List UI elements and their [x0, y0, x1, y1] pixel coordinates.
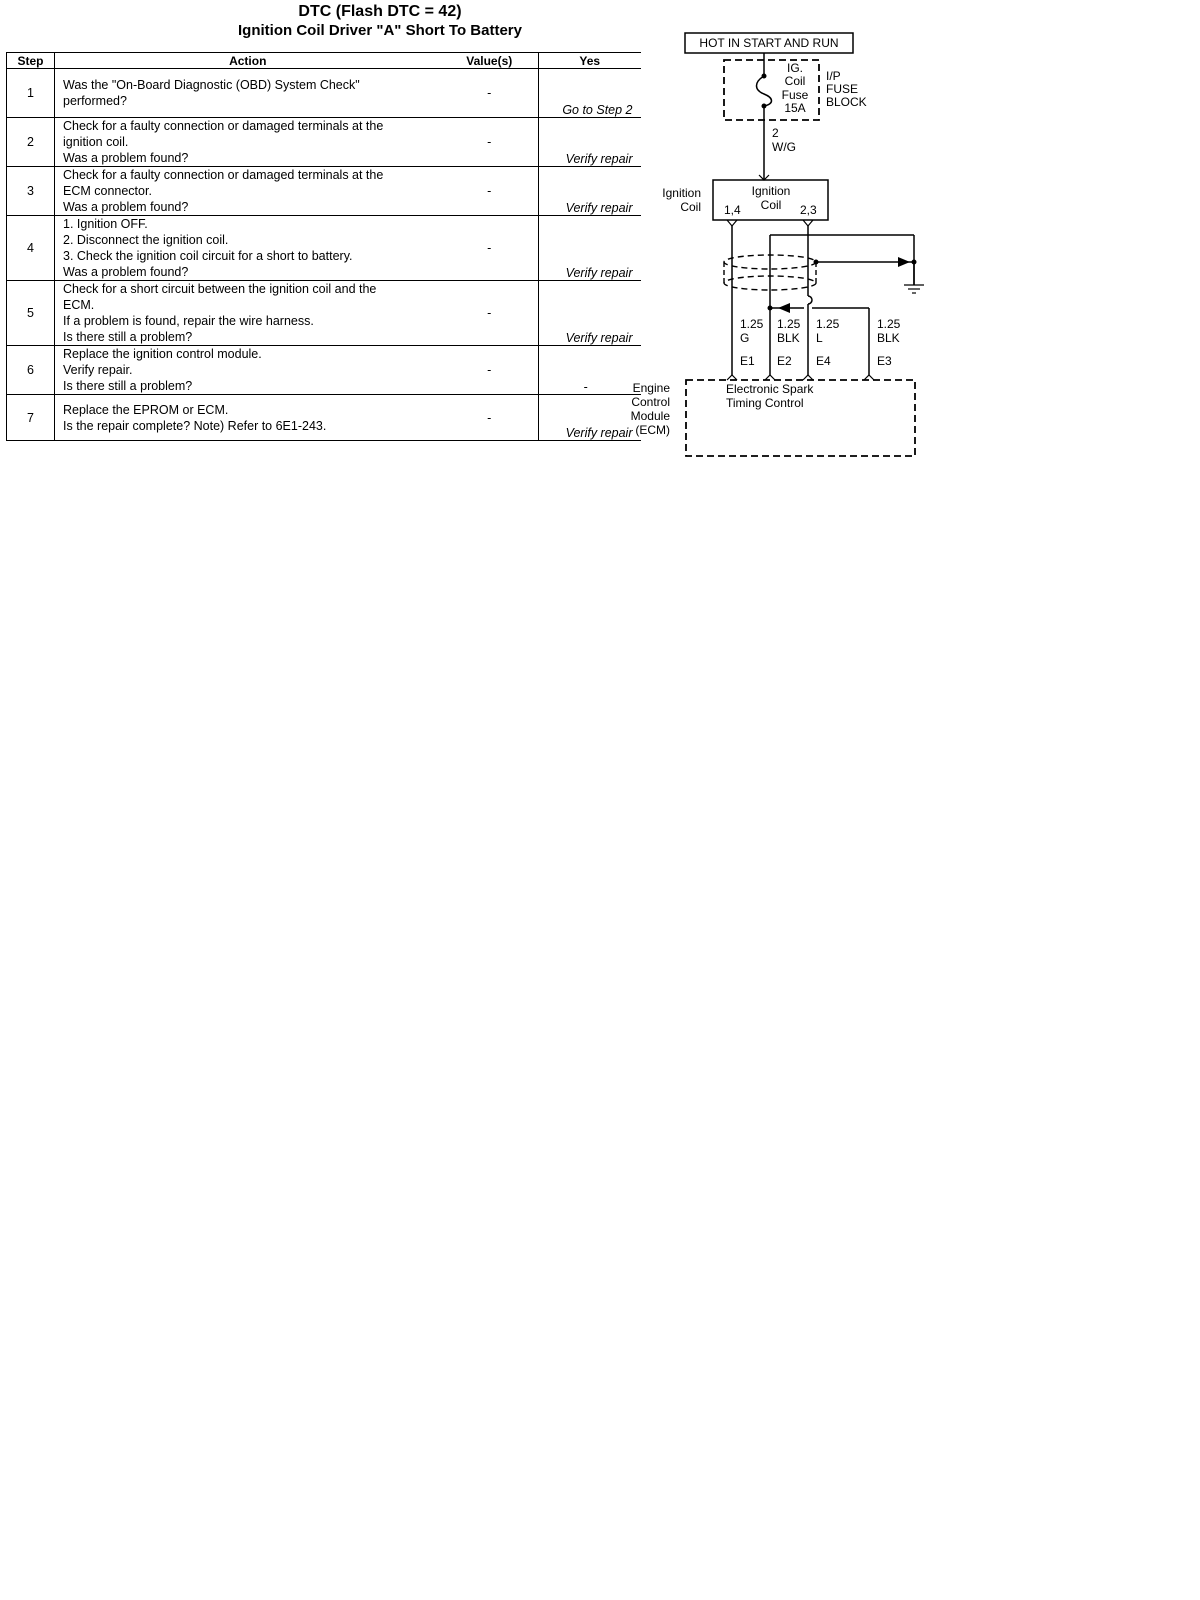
action-line: Was a problem found?	[63, 265, 189, 279]
action-line: Is there still a problem?	[63, 330, 193, 344]
step-number: 7	[7, 395, 55, 441]
table-row	[7, 167, 641, 216]
action-line: Replace the ignition control module.	[63, 347, 262, 361]
pin-e1: E1	[740, 354, 755, 368]
hot-label: HOT IN START AND RUN	[699, 36, 839, 50]
wire-color-e3: BLK	[877, 331, 900, 345]
step-value: -	[441, 346, 539, 395]
table-row	[7, 395, 641, 441]
step-number: 5	[7, 281, 55, 346]
arrow-icon	[898, 257, 910, 267]
wire-top-label-2: W/G	[772, 140, 796, 154]
pin-e3: E3	[877, 354, 892, 368]
coil-side-label-2: Coil	[680, 200, 701, 214]
table-row	[7, 216, 641, 281]
col-action-header: Action	[55, 53, 441, 69]
table-body	[7, 69, 641, 441]
step-action	[55, 69, 441, 118]
action-line: ignition coil.	[63, 135, 129, 149]
fuse-label-1: IG.	[786, 61, 804, 75]
wiring-diagram	[630, 30, 940, 470]
action-line: Check for a short circuit between the ignition coil and the	[63, 282, 377, 296]
table-header-row	[7, 53, 641, 69]
step-yes: -	[539, 346, 641, 395]
step-value: -	[441, 69, 539, 118]
action-line: Check for a faulty connection or damaged terminals at the	[63, 168, 384, 182]
fuse-label-4: 15A	[784, 101, 806, 115]
action-line: 2. Disconnect the ignition coil.	[63, 233, 229, 247]
col-step-header: Step	[7, 53, 55, 69]
action-line: Replace the EPROM or ECM.	[63, 402, 229, 417]
step-action	[55, 346, 441, 395]
diagnostic-table	[6, 52, 641, 441]
action-line: Was a problem found?	[63, 151, 189, 165]
wire-top-label-1: 2	[772, 126, 779, 140]
step-action	[55, 167, 441, 216]
action-line: 1. Ignition OFF.	[63, 217, 148, 231]
table-row	[7, 69, 641, 118]
wire-size-e4: 1.25	[816, 317, 840, 331]
table-row	[7, 118, 641, 167]
step-yes: Verify repair	[539, 281, 641, 346]
fuse-icon	[757, 76, 772, 106]
step-yes: Verify repair	[539, 167, 641, 216]
coil-side-label-1: Ignition	[662, 186, 701, 200]
action-line: performed?	[63, 94, 127, 108]
action-line: ECM connector.	[63, 184, 152, 198]
step-yes: Verify repair	[539, 216, 641, 281]
fuse-block-label-2: FUSE	[826, 82, 859, 96]
step-action	[55, 216, 441, 281]
page-subtitle: Ignition Coil Driver "A" Short To Battery	[238, 22, 522, 39]
coil-box-label-1: Ignition	[751, 184, 791, 198]
ecm-side-label-4: (ECM)	[635, 423, 670, 437]
step-number: 2	[7, 118, 55, 167]
action-line: ECM.	[63, 298, 95, 312]
ecm-side-label-3: Module	[630, 409, 670, 423]
action-line: Was the "On-Board Diagnostic (OBD) System Check"	[63, 78, 360, 92]
step-value: -	[441, 118, 539, 167]
action-line: 3. Check the ignition coil circuit for a short to battery.	[63, 249, 353, 263]
step-value: -	[441, 281, 539, 346]
action-line: If a problem is found, repair the wire harness.	[63, 314, 314, 328]
ecm-box-label-1: Electronic Spark	[726, 382, 814, 396]
fuse-label-2: Coil	[784, 74, 806, 88]
step-number: 3	[7, 167, 55, 216]
ecm-side-label-2: Control	[631, 395, 670, 409]
wire-size-e1: 1.25	[740, 317, 764, 331]
pin-e4: E4	[816, 354, 831, 368]
wire-size-e3: 1.25	[877, 317, 901, 331]
step-yes: Go to Step 2	[539, 69, 641, 118]
page-title: DTC (Flash DTC = 42)	[298, 3, 462, 20]
coil-pin-left: 1,4	[724, 203, 741, 217]
step-value: -	[441, 395, 539, 441]
action-line: Check for a faulty connection or damaged terminals at the	[63, 119, 384, 133]
ecm-side-label-1: Engine	[632, 381, 670, 395]
pin-e2: E2	[777, 354, 792, 368]
table-clip	[0, 0, 650, 440]
step-yes: Verify repair	[539, 395, 641, 441]
step-action	[55, 281, 441, 346]
coil-box-label-2: Coil	[760, 198, 782, 212]
fuse-block-label-1: I/P	[826, 69, 841, 83]
table-row	[7, 281, 641, 346]
action-line: Is the repair complete? Note) Refer to 6E1-243.	[63, 418, 327, 433]
fuse-label-3: Fuse	[781, 88, 809, 102]
table-row	[7, 346, 641, 395]
step-number: 6	[7, 346, 55, 395]
ecm-box-label-2: Timing Control	[726, 396, 804, 410]
step-number: 1	[7, 69, 55, 118]
coil-pin-right: 2,3	[800, 203, 817, 217]
col-values-header: Value(s)	[441, 53, 539, 69]
col-yes-header: Yes	[539, 53, 641, 69]
step-yes: Verify repair	[539, 118, 641, 167]
wire-color-e1: G	[740, 331, 750, 345]
wire-color-e2: BLK	[777, 331, 800, 345]
step-number: 4	[7, 216, 55, 281]
step-action	[55, 118, 441, 167]
wire-size-e2: 1.25	[777, 317, 801, 331]
step-action	[55, 395, 441, 441]
step-value: -	[441, 167, 539, 216]
wire-color-e4: L	[816, 331, 823, 345]
fuse-block-label-3: BLOCK	[826, 95, 867, 109]
action-line: Verify repair.	[63, 363, 133, 377]
action-line: Was a problem found?	[63, 200, 189, 214]
step-value: -	[441, 216, 539, 281]
action-line: Is there still a problem?	[63, 379, 193, 393]
